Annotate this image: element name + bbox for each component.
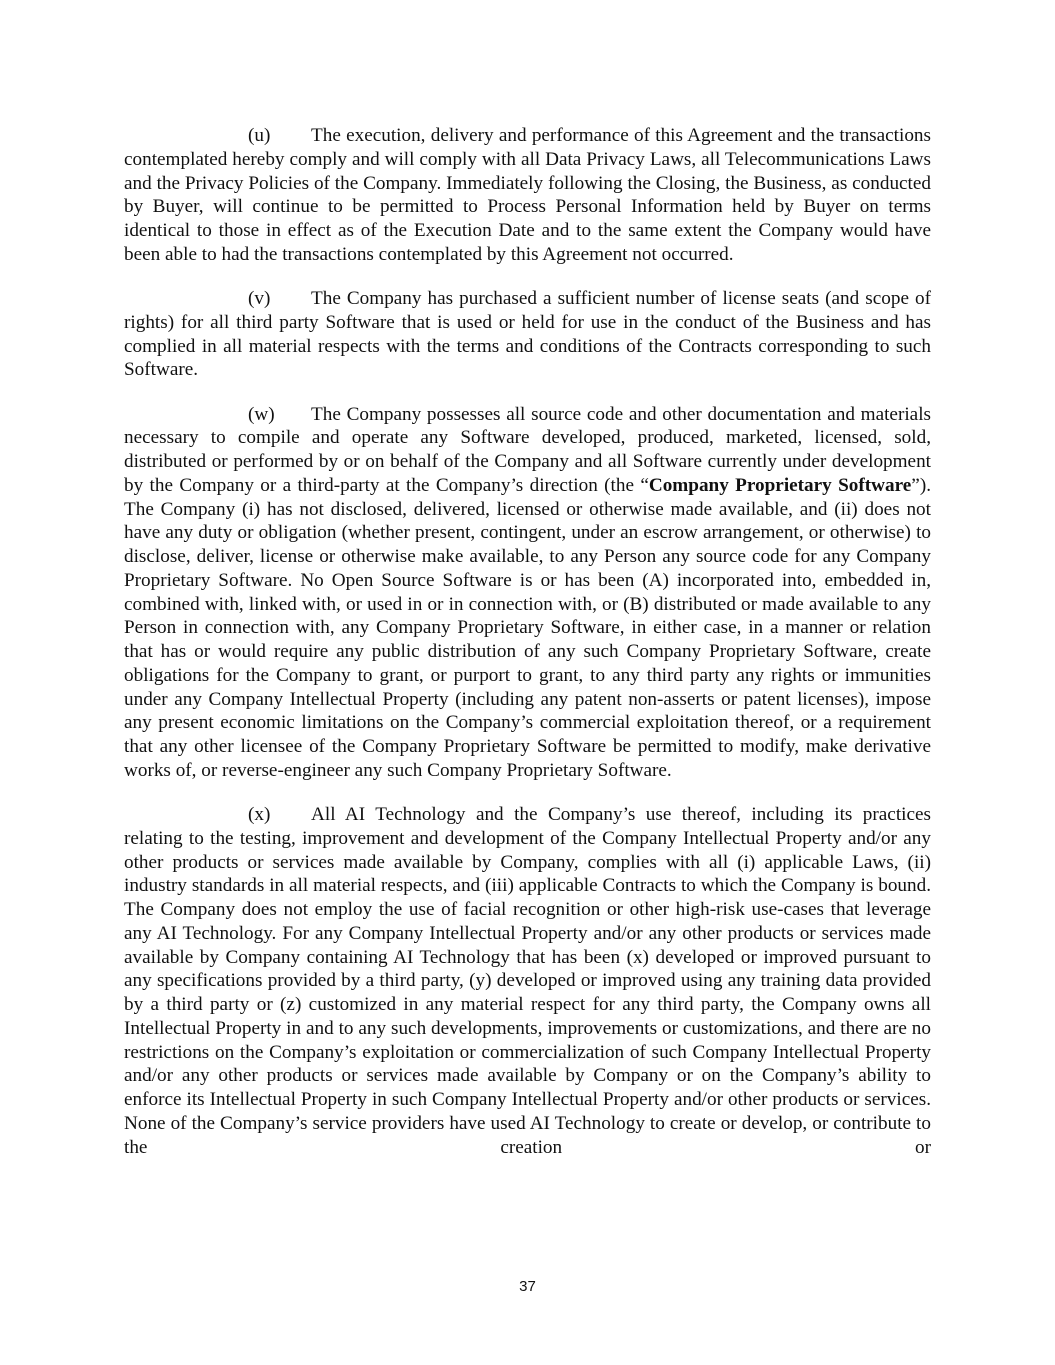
paragraph-text: All AI Technology and the Company’s use thereof, including its practices relating to the testing, improvement and development of the Company Intellectual Property and/or any other products or services made available by Company, complies with all (i) applicable Laws, (ii) industry standards in all material respects, and (iii) applicable Contracts to which the Company is bound. The Company does not employ the use of facial recognition or other high-risk use-cases that leverage any AI Technology. For any Company Intellectual Property and/or any other products or services made available by Company containing AI Technology that has been (x) developed or improved pursuant to any specifications provided by a third party, (y) developed or improved using any training data provided by a third party or (z) customized in any material respect for any third party, the Company owns all Intellectual Property in and to any such developments, improvements or customizations, and there are no restrictions on the Company’s exploitation or commercialization of such Company Intellectual Property and/or any other products or services made available by Company or on the Company’s ability to enforce its Intellectual Property in such Company Intellectual Property and/or other products or services. None of the Company’s service providers have used AI Technology to create or develop, or contribute to the creation or [124,804,931,1158]
paragraph-x [124,803,931,1159]
paragraph-text: The execution, delivery and performance of this Agreement and the transactions contemplated hereby comply and will comply with all Data Privacy Laws, all Telecommunications Laws and the Privacy Policies of the Company. Immediately following the Closing, the Business, as conducted by Buyer, will continue to be permitted to Process Personal Information held by Buyer on terms identical to those in effect as of the Execution Date and to the same extent the Company would have been able to had the transactions contemplated by this Agreement not occurred. [124,125,931,265]
defined-term: Company Proprietary Software [648,474,912,496]
paragraph-label: (x) [248,804,271,825]
paragraph-w [124,403,931,783]
paragraph-text-after-term: ”). The Company (i) has not disclosed, delivered, licensed or otherwise made available, and (ii) does not have any duty or obligation (whether present, contingent, under an escrow arrangement, or otherwise) to disclose, deliver, license or otherwise make available, to any Person any source code for any Company Proprietary Software. No Open Source Software is or has been (A) incorporated into, embedded in, combined with, linked with, or used in or in connection with, or (B) distributed or made available to any Person in connection with, any Company Proprietary Software, in either case, in a manner or relation that has or would require any public distribution of any such Company Proprietary Software, create obligations for the Company to grant, or purport to grant, to any third party any rights or immunities under any Company Intellectual Property (including any patent non-asserts or patent licenses), impose any present economic limitations on the Company’s commercial exploitation thereof, or a requirement that any other licensee of the Company Proprietary Software be permitted to modify, make derivative works of, or reverse-engineer any such Company Proprietary Software. [124,474,931,781]
paragraph-label: (v) [248,288,271,309]
paragraph-label: (u) [248,125,271,146]
paragraph-u [124,124,931,267]
paragraph-text-before-term: The Company possesses all source code and other documentation and materials necessary to compile and operate any Software developed, produced, marketed, licensed, sold, distributed or performed by or on behalf of the Company and all Software currently under development by the Company or a third-party at the Company’s direction (the “ [124,403,931,496]
document-body [124,124,931,1159]
paragraph-v [124,287,931,382]
paragraph-text: The Company has purchased a sufficient number of license seats (and scope of rights) for all third party Software that is used or held for use in the conduct of the Business and has complied in all material respects with the terms and conditions of the Contracts corresponding to such Software. [124,288,931,381]
paragraph-label: (w) [248,403,275,425]
page-number: 37 [519,1278,536,1295]
